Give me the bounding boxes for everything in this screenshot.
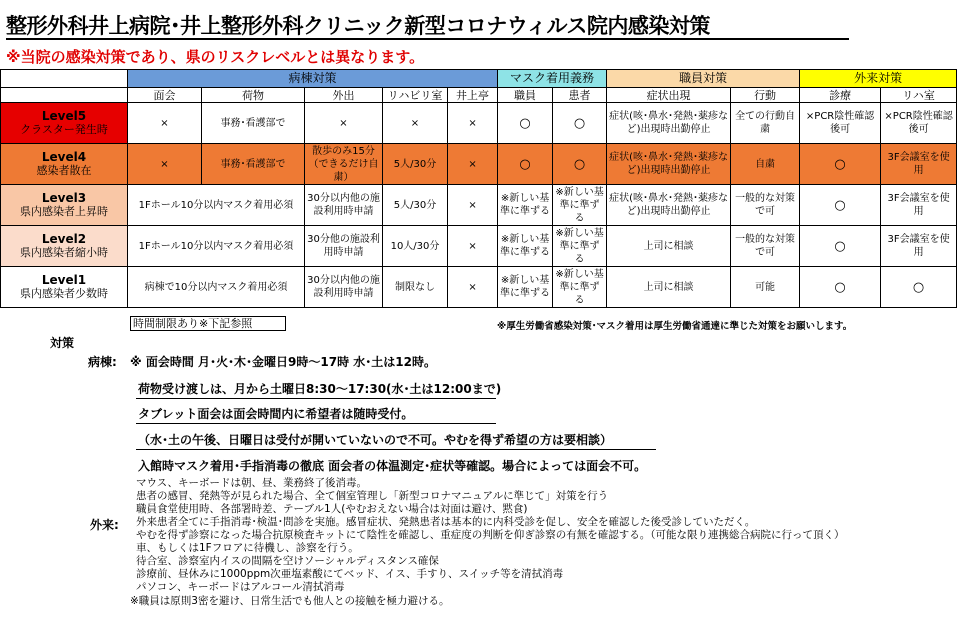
table-cell: 可能 — [731, 267, 800, 308]
time-limit-note: 時間制限あり※下記参照 — [130, 316, 286, 331]
list-item: パソコン、キーボードはアルコール清拭消毒 — [136, 581, 345, 593]
level-name: Level3 — [41, 191, 87, 205]
col-header: 井上亭 — [448, 88, 498, 103]
col-header: 外出 — [305, 88, 383, 103]
list-item: 患者の感冒、発熱等が見られた場合、全て個室管理し「新型コロナマニュアルに準じて」対策を行う — [136, 490, 609, 502]
table-cell: 5人/30分 — [383, 185, 448, 226]
table-row — [1, 185, 957, 226]
table-cell: 症状(咳･鼻水･発熱･薬疹など)出現時出勤停止 — [607, 144, 731, 185]
outpatient-label: 外来: — [90, 518, 119, 532]
underline — [136, 398, 496, 399]
ward-label: 病棟: — [88, 355, 117, 369]
table-cell: ×PCR陰性確認後可 — [881, 103, 957, 144]
table-cell: × — [448, 226, 498, 267]
underline — [136, 423, 496, 424]
table-cell: 事務･看護部で — [202, 144, 305, 185]
table-cell: ×PCR陰性確認後可 — [800, 103, 881, 144]
table-cell: × — [448, 267, 498, 308]
level-cell — [1, 103, 128, 144]
table-row — [1, 226, 957, 267]
visiting-hours: ※ 面会時間 月･火･木･金曜日9時～17時 水･土は12時。 — [130, 355, 436, 369]
table-cell: ※新しい基準に準ずる — [553, 267, 607, 308]
table-cell: × — [128, 103, 202, 144]
table-cell: 上司に相談 — [607, 226, 731, 267]
title-underline — [6, 38, 849, 40]
table-cell: 病棟で10分以内マスク着用必須 — [128, 267, 305, 308]
table-cell: 3F会議室を使用 — [881, 144, 957, 185]
table-cell: ○ — [800, 226, 881, 267]
infection-control-table — [0, 69, 957, 308]
table-cell: 症状(咳･鼻水･発熱･薬疹など)出現時出勤停止 — [607, 185, 731, 226]
level-cell — [1, 144, 128, 185]
list-item: 待合室、診察室内イスの間隔を空けソーシャルディスタンス確保 — [136, 555, 439, 567]
table-cell: ○ — [498, 144, 553, 185]
table-cell: ○ — [498, 103, 553, 144]
level-cell — [1, 185, 128, 226]
table-cell: ○ — [800, 144, 881, 185]
table-cell: 事務･看護部で — [202, 103, 305, 144]
tablet-visit: タブレット面会は面会時間内に希望者は随時受付。 — [138, 407, 414, 421]
table-cell: 一般的な対策で可 — [731, 226, 800, 267]
table-cell: 5人/30分 — [383, 144, 448, 185]
list-item: 職員食堂使用時、各部署時差、テーブル1人(やむおえない場合は対面は避け、黙食) — [136, 503, 528, 515]
table-cell: × — [383, 103, 448, 144]
table-cell: ○ — [800, 185, 881, 226]
col-header: 行動 — [731, 88, 800, 103]
level-desc: 感染者散在 — [36, 164, 92, 177]
level-desc: 県内感染者上昇時 — [20, 205, 108, 218]
table-cell: 全ての行動自粛 — [731, 103, 800, 144]
level-desc: クラスター発生時 — [20, 123, 108, 136]
list-item: 診療前、昼休みに1000ppm次亜塩素酸にてベッド、イス、手すり、スイッチ等を清拭消毒 — [136, 568, 564, 580]
level-desc: 県内感染者縮小時 — [20, 246, 108, 259]
table-row — [1, 267, 957, 308]
table-row — [1, 103, 957, 144]
table-cell: 30分以内他の施設利用時申請 — [305, 267, 383, 308]
table-cell: 1Fホール10分以内マスク着用必須 — [128, 185, 305, 226]
list-item: やむを得ず診察になった場合抗原検査キットにて陰性を確認し、重症度の判断を仰ぎ診察の有無を確認する。（可能な限り連携総合病院に行って頂く） — [136, 529, 845, 541]
col-header: リハ室 — [881, 88, 957, 103]
table-cell: × — [448, 185, 498, 226]
measures-heading: 対策 — [50, 336, 75, 350]
table-cell: 散歩のみ15分（できるだけ自粛） — [305, 144, 383, 185]
table-cell: 1Fホール10分以内マスク着用必須 — [128, 226, 305, 267]
table-cell: 3F会議室を使用 — [881, 185, 957, 226]
column-header-row — [1, 88, 957, 103]
table-cell: 30分他の施設利用時申請 — [305, 226, 383, 267]
table-cell: 10人/30分 — [383, 226, 448, 267]
underline — [136, 449, 656, 450]
col-header: 診療 — [800, 88, 881, 103]
table-cell: 自粛 — [731, 144, 800, 185]
corner-cell-2 — [1, 88, 128, 103]
luggage-handover: 荷物受け渡しは、月から土曜日8:30～17:30(水･土は12:00まで) — [138, 382, 502, 396]
col-header: リハビリ室 — [383, 88, 448, 103]
list-item: マウス、キーボードは朝、昼、業務終了後消毒。 — [136, 477, 367, 489]
page-title: 整形外科井上病院･井上整形外科クリニック新型コロナウィルス院内感染対策 — [6, 14, 710, 38]
table-cell: 症状(咳･鼻水･発熱･薬疹など)出現時出勤停止 — [607, 103, 731, 144]
table-cell: 制限なし — [383, 267, 448, 308]
group-shokuin: 職員対策 — [607, 70, 800, 88]
mhlw-note: ※厚生労働省感染対策･マスク着用は厚生労働省通達に準じた対策をお願いします。 — [497, 321, 853, 332]
group-byoto: 病棟対策 — [128, 70, 498, 88]
group-mask: マスク着用義務 — [498, 70, 607, 88]
level-name: Level2 — [41, 232, 87, 246]
weekend-note: （水･土の午後、日曜日は受付が開いていないので不可。やむを得ず希望の方は要相談） — [138, 433, 613, 447]
table-cell: ※新しい基準に準ずる — [553, 185, 607, 226]
entry-rules: 入館時マスク着用･手指消毒の徹底 面会者の体温測定･症状等確認。場合によっては面会不可。 — [138, 459, 647, 473]
table-cell: 一般的な対策で可 — [731, 185, 800, 226]
col-header: 面会 — [128, 88, 202, 103]
level-name: Level4 — [41, 150, 87, 164]
corner-cell — [1, 70, 128, 88]
col-header: 職員 — [498, 88, 553, 103]
table-cell: × — [305, 103, 383, 144]
level-cell — [1, 267, 128, 308]
table-cell: × — [128, 144, 202, 185]
table-cell: 3F会議室を使用 — [881, 226, 957, 267]
level-name: Level1 — [41, 273, 87, 287]
level-desc: 県内感染者少数時 — [20, 287, 108, 300]
list-item: 車、もしくは1Fフロアに待機し、診察を行う。 — [136, 542, 359, 554]
table-cell: × — [448, 144, 498, 185]
col-header: 患者 — [553, 88, 607, 103]
list-item: ※職員は原則3密を避け、日常生活でも他人との接触を極力避ける。 — [130, 595, 450, 607]
level-cell — [1, 226, 128, 267]
table-cell: ※新しい基準に準ずる — [498, 226, 553, 267]
table-cell: ○ — [553, 103, 607, 144]
group-header-row — [1, 70, 957, 88]
list-item: 外来患者全てに手指消毒･検温･問診を実施。感冒症状、発熱患者は基本的に内科受診を促し、安全を確認した後受診していただく。 — [136, 516, 756, 528]
table-cell: ※新しい基準に準ずる — [498, 267, 553, 308]
subtitle-note: ※当院の感染対策であり、県のリスクレベルとは異なります。 — [6, 48, 425, 66]
level-name: Level5 — [41, 109, 87, 123]
group-gairai: 外来対策 — [800, 70, 957, 88]
table-cell: ※新しい基準に準ずる — [553, 226, 607, 267]
table-cell: × — [448, 103, 498, 144]
table-row — [1, 144, 957, 185]
col-header: 荷物 — [202, 88, 305, 103]
table-cell: ※新しい基準に準ずる — [498, 185, 553, 226]
table-cell: ○ — [553, 144, 607, 185]
table-cell: ○ — [800, 267, 881, 308]
table-cell: 30分以内他の施設利用時申請 — [305, 185, 383, 226]
table-cell: 上司に相談 — [607, 267, 731, 308]
col-header: 症状出現 — [607, 88, 731, 103]
table-cell: ○ — [881, 267, 957, 308]
